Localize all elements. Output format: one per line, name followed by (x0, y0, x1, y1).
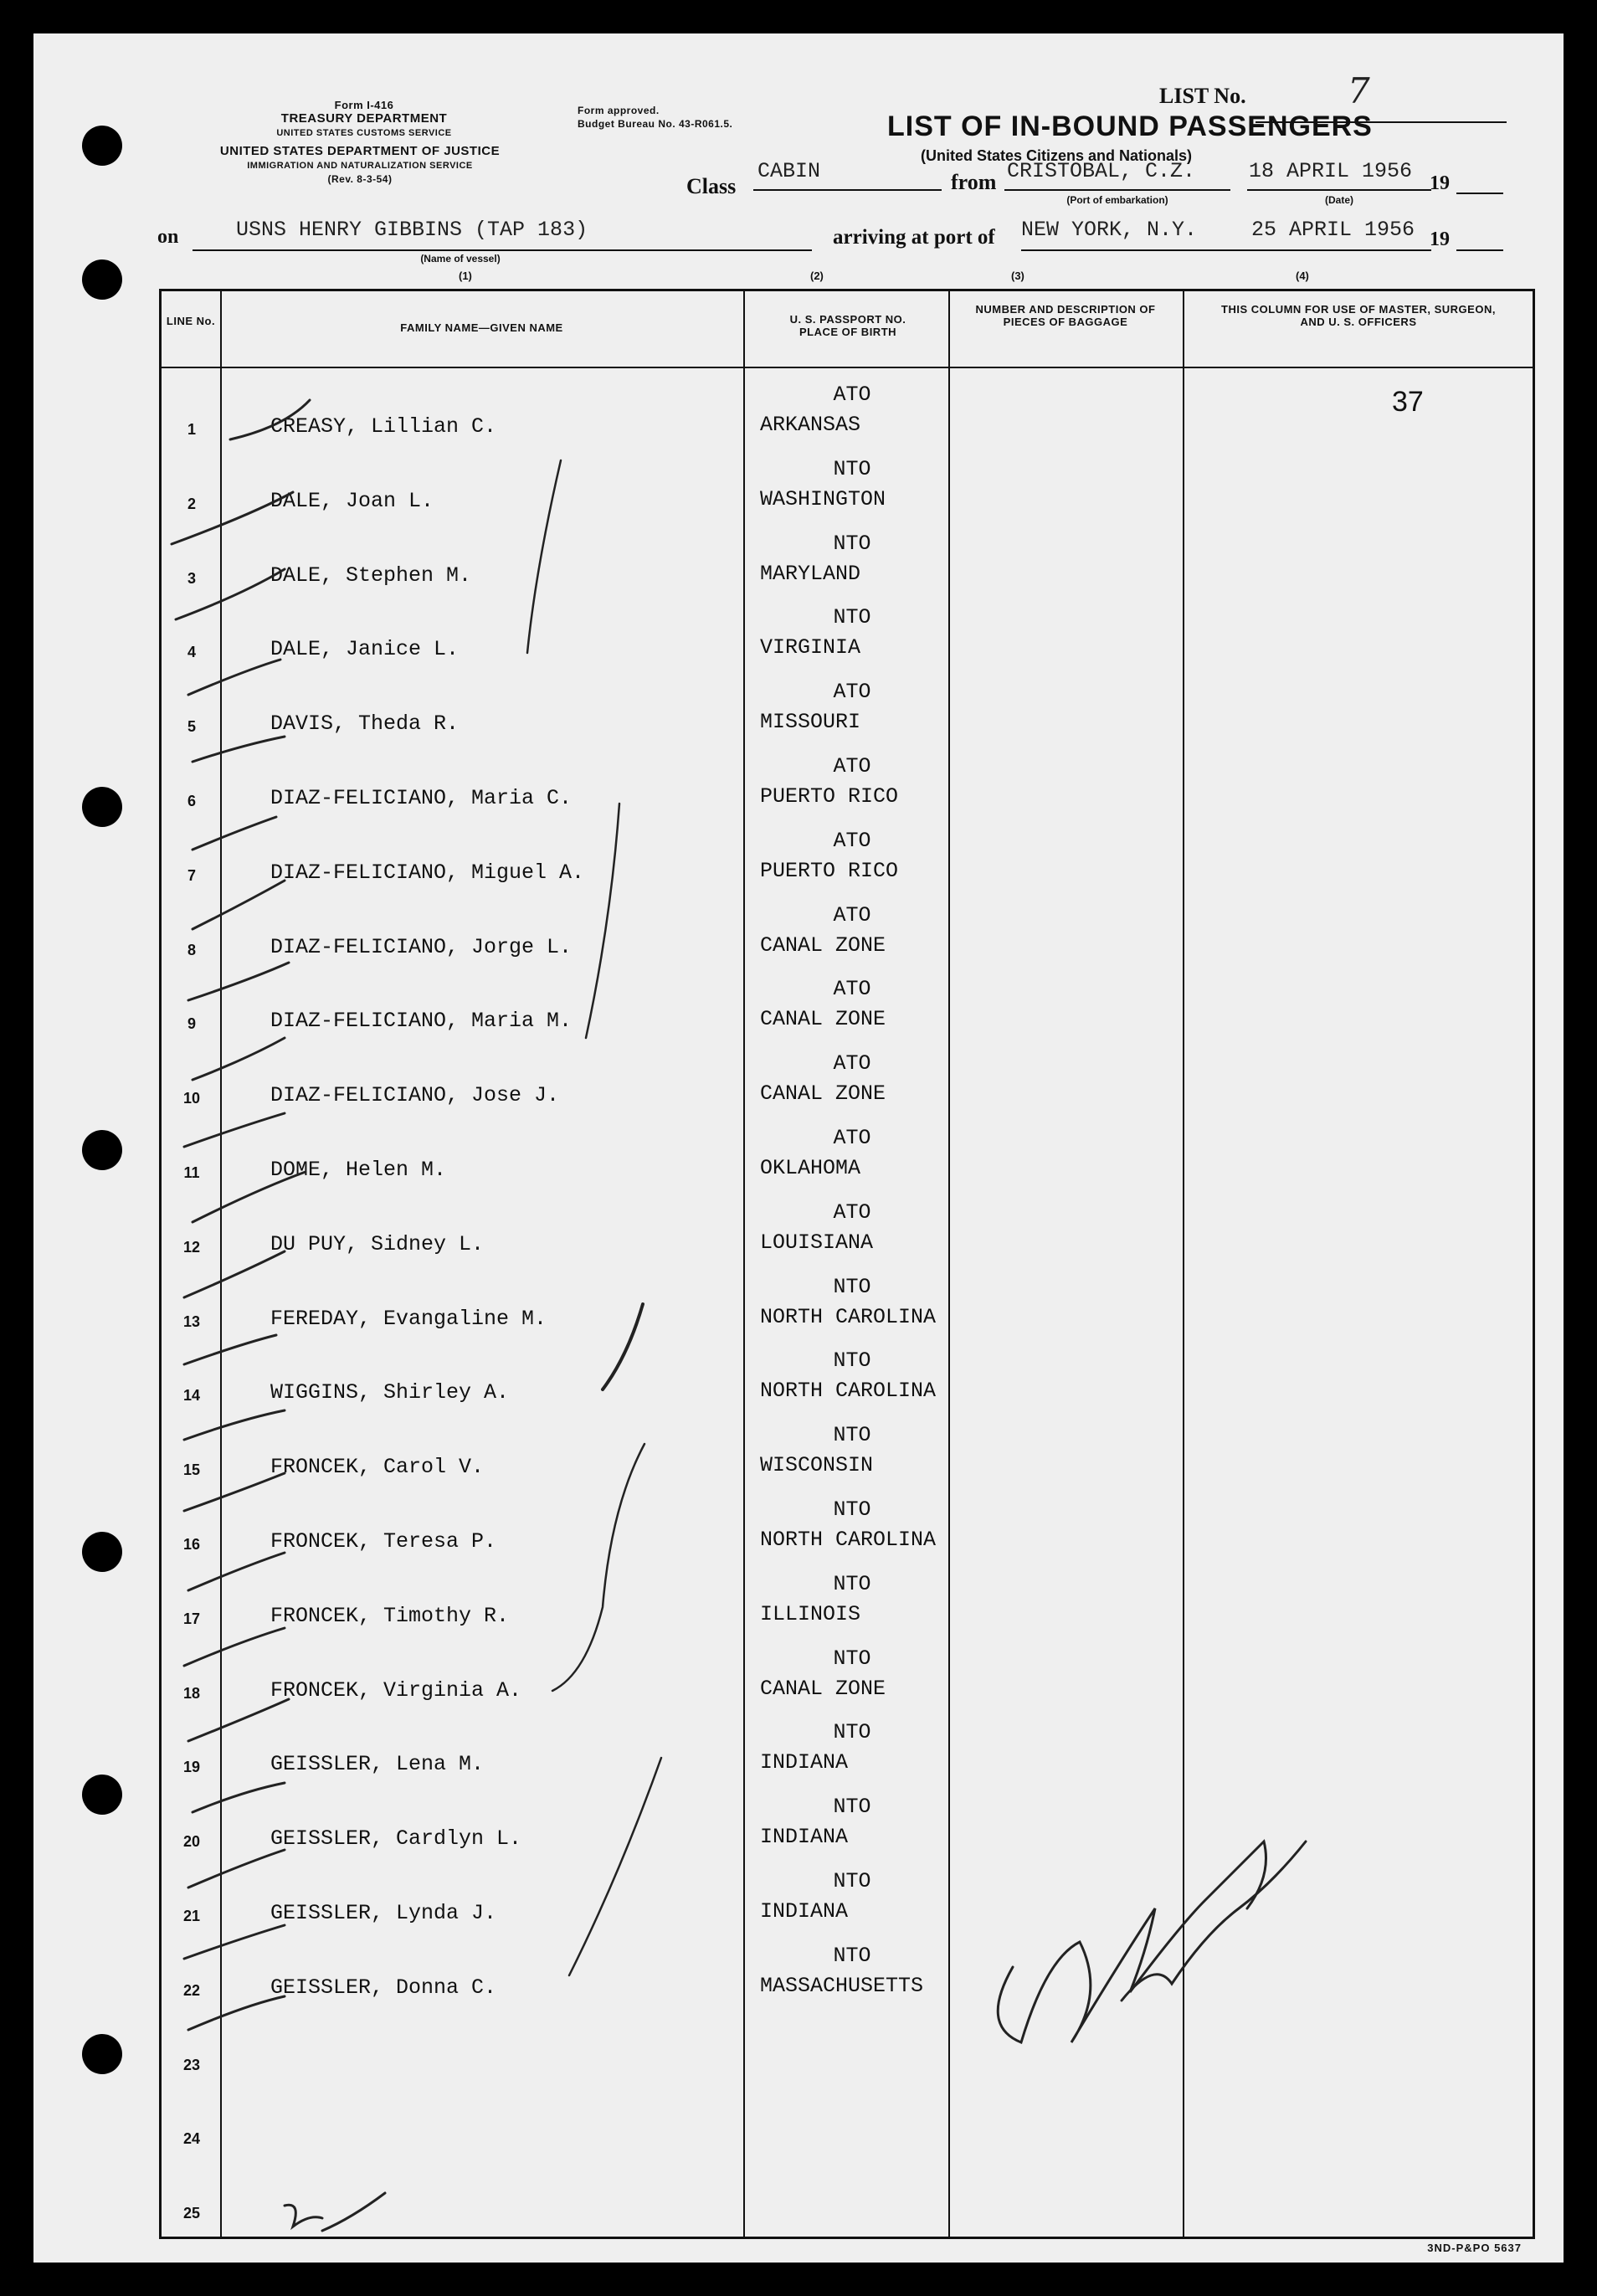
passport-code: ATO (833, 1199, 871, 1225)
passenger-name: DIAZ-FELICIANO, Jose J. (270, 1083, 560, 1108)
arrival-date: 25 APRIL 1956 (1251, 218, 1415, 242)
table-row (162, 516, 1533, 589)
list-no-label: LIST No. (1159, 84, 1246, 108)
line-number: 13 (182, 1312, 201, 1330)
passenger-name: FEREDAY, Evangaline M. (270, 1306, 547, 1331)
passenger-name: DIAZ-FELICIANO, Maria C. (270, 786, 573, 810)
from-value: CRISTOBAL, C.Z. (1007, 159, 1196, 183)
print-code: 3ND-P&PO 5637 (1427, 2242, 1522, 2254)
ins-service: IMMIGRATION AND NATURALIZATION SERVICE (247, 161, 473, 171)
column-number-1: (1) (459, 270, 472, 282)
arrival-port: NEW YORK, N.Y. (1021, 218, 1198, 242)
passport-code: NTO (833, 1497, 871, 1522)
passenger-name: DIAZ-FELICIANO, Jorge L. (270, 934, 573, 959)
passenger-name: DAVIS, Theda R. (270, 711, 460, 737)
table-row (162, 1853, 1533, 1927)
place-of-birth: WASHINGTON (760, 486, 886, 511)
place-of-birth: PUERTO RICO (760, 858, 899, 883)
passport-code: NTO (833, 531, 871, 556)
from-label: from (951, 170, 997, 194)
date-caption: (Date) (1324, 194, 1353, 206)
table-row (162, 664, 1533, 737)
table-row (162, 887, 1533, 961)
table-row (162, 1035, 1533, 1109)
place-of-birth: NORTH CAROLINA (760, 1304, 937, 1329)
passport-code: NTO (833, 1348, 871, 1374)
passenger-name: CREASY, Lillian C. (270, 414, 497, 439)
place-of-birth: ARKANSAS (760, 413, 861, 437)
line-number: 16 (182, 1536, 201, 1553)
line-number: 23 (182, 2056, 201, 2073)
year-line-2 (1456, 249, 1503, 251)
header-line-no: LINE No. (166, 315, 216, 327)
table-row (162, 1110, 1533, 1184)
place-of-birth: INDIANA (760, 1825, 849, 1850)
line-number: 24 (182, 2130, 201, 2148)
passenger-name: DALE, Joan L. (270, 488, 434, 513)
line-number: 25 (182, 2205, 201, 2222)
table-row (162, 2076, 1533, 2150)
table-row (162, 813, 1533, 886)
table-row (162, 1556, 1533, 1630)
table-row (162, 1259, 1533, 1333)
place-of-birth: NORTH CAROLINA (760, 1528, 937, 1552)
binder-hole (82, 1130, 122, 1170)
line-number: 21 (182, 1908, 201, 1924)
passport-code: ATO (833, 977, 871, 1002)
passport-code: NTO (833, 1943, 871, 1968)
line-number: 7 (187, 866, 196, 884)
passenger-table (159, 289, 1535, 2239)
passport-code: ATO (833, 1051, 871, 1076)
line-number: 12 (182, 1238, 201, 1256)
date-line (1247, 189, 1431, 191)
binder-hole (82, 259, 122, 300)
binder-hole (82, 1532, 122, 1572)
column-number-3: (3) (1011, 270, 1024, 282)
from-line (1004, 189, 1230, 191)
binder-hole (82, 787, 122, 827)
passport-code: ATO (833, 828, 871, 853)
place-of-birth: PUERTO RICO (760, 784, 899, 809)
passenger-name: DU PUY, Sidney L. (270, 1231, 485, 1256)
arriving-label: arriving at port of (833, 226, 995, 249)
passport-code: NTO (833, 1423, 871, 1448)
on-label: on (157, 226, 179, 248)
passport-code: ATO (833, 754, 871, 778)
passport-code: NTO (833, 1795, 871, 1820)
table-row (162, 2002, 1533, 2076)
header-family-name: FAMILY NAME—GIVEN NAME (400, 321, 563, 334)
place-of-birth: MARYLAND (760, 561, 861, 586)
passport-code: NTO (833, 1869, 871, 1893)
line-number: 5 (187, 718, 196, 736)
passport-code: NTO (833, 456, 871, 481)
port-caption: (Port of embarkation) (1066, 194, 1168, 206)
class-value: CABIN (757, 159, 821, 183)
place-of-birth: LOUISIANA (760, 1230, 874, 1255)
line-number: 10 (182, 1090, 201, 1107)
document-title: LIST OF IN-BOUND PASSENGERS (887, 110, 1373, 142)
place-of-birth: NORTH CAROLINA (760, 1379, 937, 1404)
line-number: 3 (187, 569, 196, 587)
passenger-name: FRONCEK, Teresa P. (270, 1529, 497, 1554)
arrival-line (1021, 249, 1431, 251)
place-of-birth: CANAL ZONE (760, 1081, 886, 1107)
passport-code: NTO (833, 1274, 871, 1299)
place-of-birth: VIRGINIA (760, 635, 861, 660)
passport-code: ATO (833, 383, 871, 407)
justice-dept: UNITED STATES DEPARTMENT OF JUSTICE (219, 144, 501, 158)
passport-code: ATO (833, 1126, 871, 1150)
table-row (162, 1333, 1533, 1406)
class-line (753, 189, 942, 191)
line-number: 20 (182, 1833, 201, 1851)
header-baggage: NUMBER AND DESCRIPTION OF PIECES OF BAGGAGE (975, 303, 1156, 328)
line-number: 2 (187, 495, 196, 512)
passenger-name: FRONCEK, Carol V. (270, 1455, 485, 1480)
table-row (162, 1928, 1533, 2001)
line-number: 14 (182, 1387, 201, 1405)
table-row (162, 1704, 1533, 1778)
table-row (162, 1482, 1533, 1555)
line-number: 19 (182, 1759, 201, 1776)
line-number: 9 (187, 1015, 196, 1033)
place-of-birth: MASSACHUSETTS (760, 1973, 924, 1998)
form-number: Form I-416 (334, 99, 394, 111)
departure-date: 18 APRIL 1956 (1249, 159, 1413, 183)
manifest-page (33, 33, 1564, 2263)
budget-bureau: Budget Bureau No. 43-R061.5. (578, 118, 733, 130)
place-of-birth: CANAL ZONE (760, 1676, 886, 1701)
place-of-birth: ILLINOIS (760, 1601, 861, 1626)
line-number: 8 (187, 941, 196, 958)
place-of-birth: WISCONSIN (760, 1453, 874, 1478)
place-of-birth: INDIANA (760, 1750, 849, 1775)
line-number: 1 (187, 421, 196, 438)
line-number: 6 (187, 793, 196, 809)
class-label: Class (686, 174, 737, 198)
place-of-birth: INDIANA (760, 1899, 849, 1924)
passenger-name: DIAZ-FELICIANO, Miguel A. (270, 860, 585, 885)
passenger-name: DALE, Janice L. (270, 637, 460, 662)
place-of-birth: CANAL ZONE (760, 932, 886, 958)
binder-hole (82, 126, 122, 166)
year-suffix: 19 (1430, 172, 1450, 194)
list-no-value: 7 (1348, 70, 1370, 111)
treasury-dept: TREASURY DEPARTMENT (280, 111, 448, 126)
vessel-line (193, 249, 812, 251)
place-of-birth: CANAL ZONE (760, 1007, 886, 1032)
line-number: 11 (183, 1164, 200, 1181)
passenger-name: GEISSLER, Cardlyn L. (270, 1826, 522, 1852)
document-subtitle: (United States Citizens and Nationals) (921, 147, 1193, 164)
passenger-name: GEISSLER, Lynda J. (270, 1901, 497, 1925)
line-number: 4 (187, 644, 196, 661)
line-number: 17 (182, 1610, 201, 1627)
officer-note: 37 (1392, 386, 1424, 418)
place-of-birth: MISSOURI (760, 710, 861, 735)
passenger-name: GEISSLER, Lena M. (270, 1752, 485, 1777)
passport-code: NTO (833, 1571, 871, 1596)
passport-code: NTO (833, 605, 871, 630)
table-row (162, 961, 1533, 1035)
column-number-2: (2) (810, 270, 824, 282)
year-line (1456, 193, 1503, 194)
passenger-name: GEISSLER, Donna C. (270, 1975, 497, 2000)
revision: (Rev. 8-3-54) (327, 173, 393, 185)
binder-hole (82, 2034, 122, 2074)
passenger-name: DOME, Helen M. (270, 1158, 447, 1182)
line-number: 18 (182, 1684, 201, 1702)
table-row (162, 1407, 1533, 1481)
table-row (162, 1184, 1533, 1258)
table-row (162, 738, 1533, 812)
table-row (162, 441, 1533, 515)
passport-code: ATO (833, 680, 871, 705)
binder-hole (82, 1775, 122, 1815)
header-passport-birth: U. S. PASSPORT NO. PLACE OF BIRTH (789, 313, 906, 338)
table-row (162, 589, 1533, 663)
passenger-name: DIAZ-FELICIANO, Maria M. (270, 1009, 573, 1034)
passenger-name: FRONCEK, Timothy R. (270, 1603, 510, 1628)
passport-code: ATO (833, 902, 871, 927)
table-row (162, 2150, 1533, 2224)
column-number-4: (4) (1296, 270, 1309, 282)
passenger-name: DALE, Stephen M. (270, 562, 472, 588)
line-number: 22 (182, 1981, 201, 1999)
table-row (162, 1779, 1533, 1852)
passenger-name: WIGGINS, Shirley A. (270, 1380, 510, 1405)
customs-service: UNITED STATES CUSTOMS SERVICE (276, 128, 452, 138)
passport-code: NTO (833, 1646, 871, 1671)
table-row (162, 367, 1533, 440)
place-of-birth: OKLAHOMA (760, 1156, 861, 1180)
line-number: 15 (182, 1461, 201, 1479)
form-approved: Form approved. (578, 105, 660, 116)
header-officers: THIS COLUMN FOR USE OF MASTER, SURGEON, AND U. S. OFFICERS (1221, 303, 1496, 328)
vessel-caption: (Name of vessel) (420, 253, 501, 265)
vessel-value: USNS HENRY GIBBINS (TAP 183) (236, 218, 588, 242)
table-row (162, 1631, 1533, 1704)
passport-code: NTO (833, 1720, 871, 1745)
passenger-name: FRONCEK, Virginia A. (270, 1677, 522, 1703)
year-suffix-2: 19 (1430, 229, 1450, 250)
